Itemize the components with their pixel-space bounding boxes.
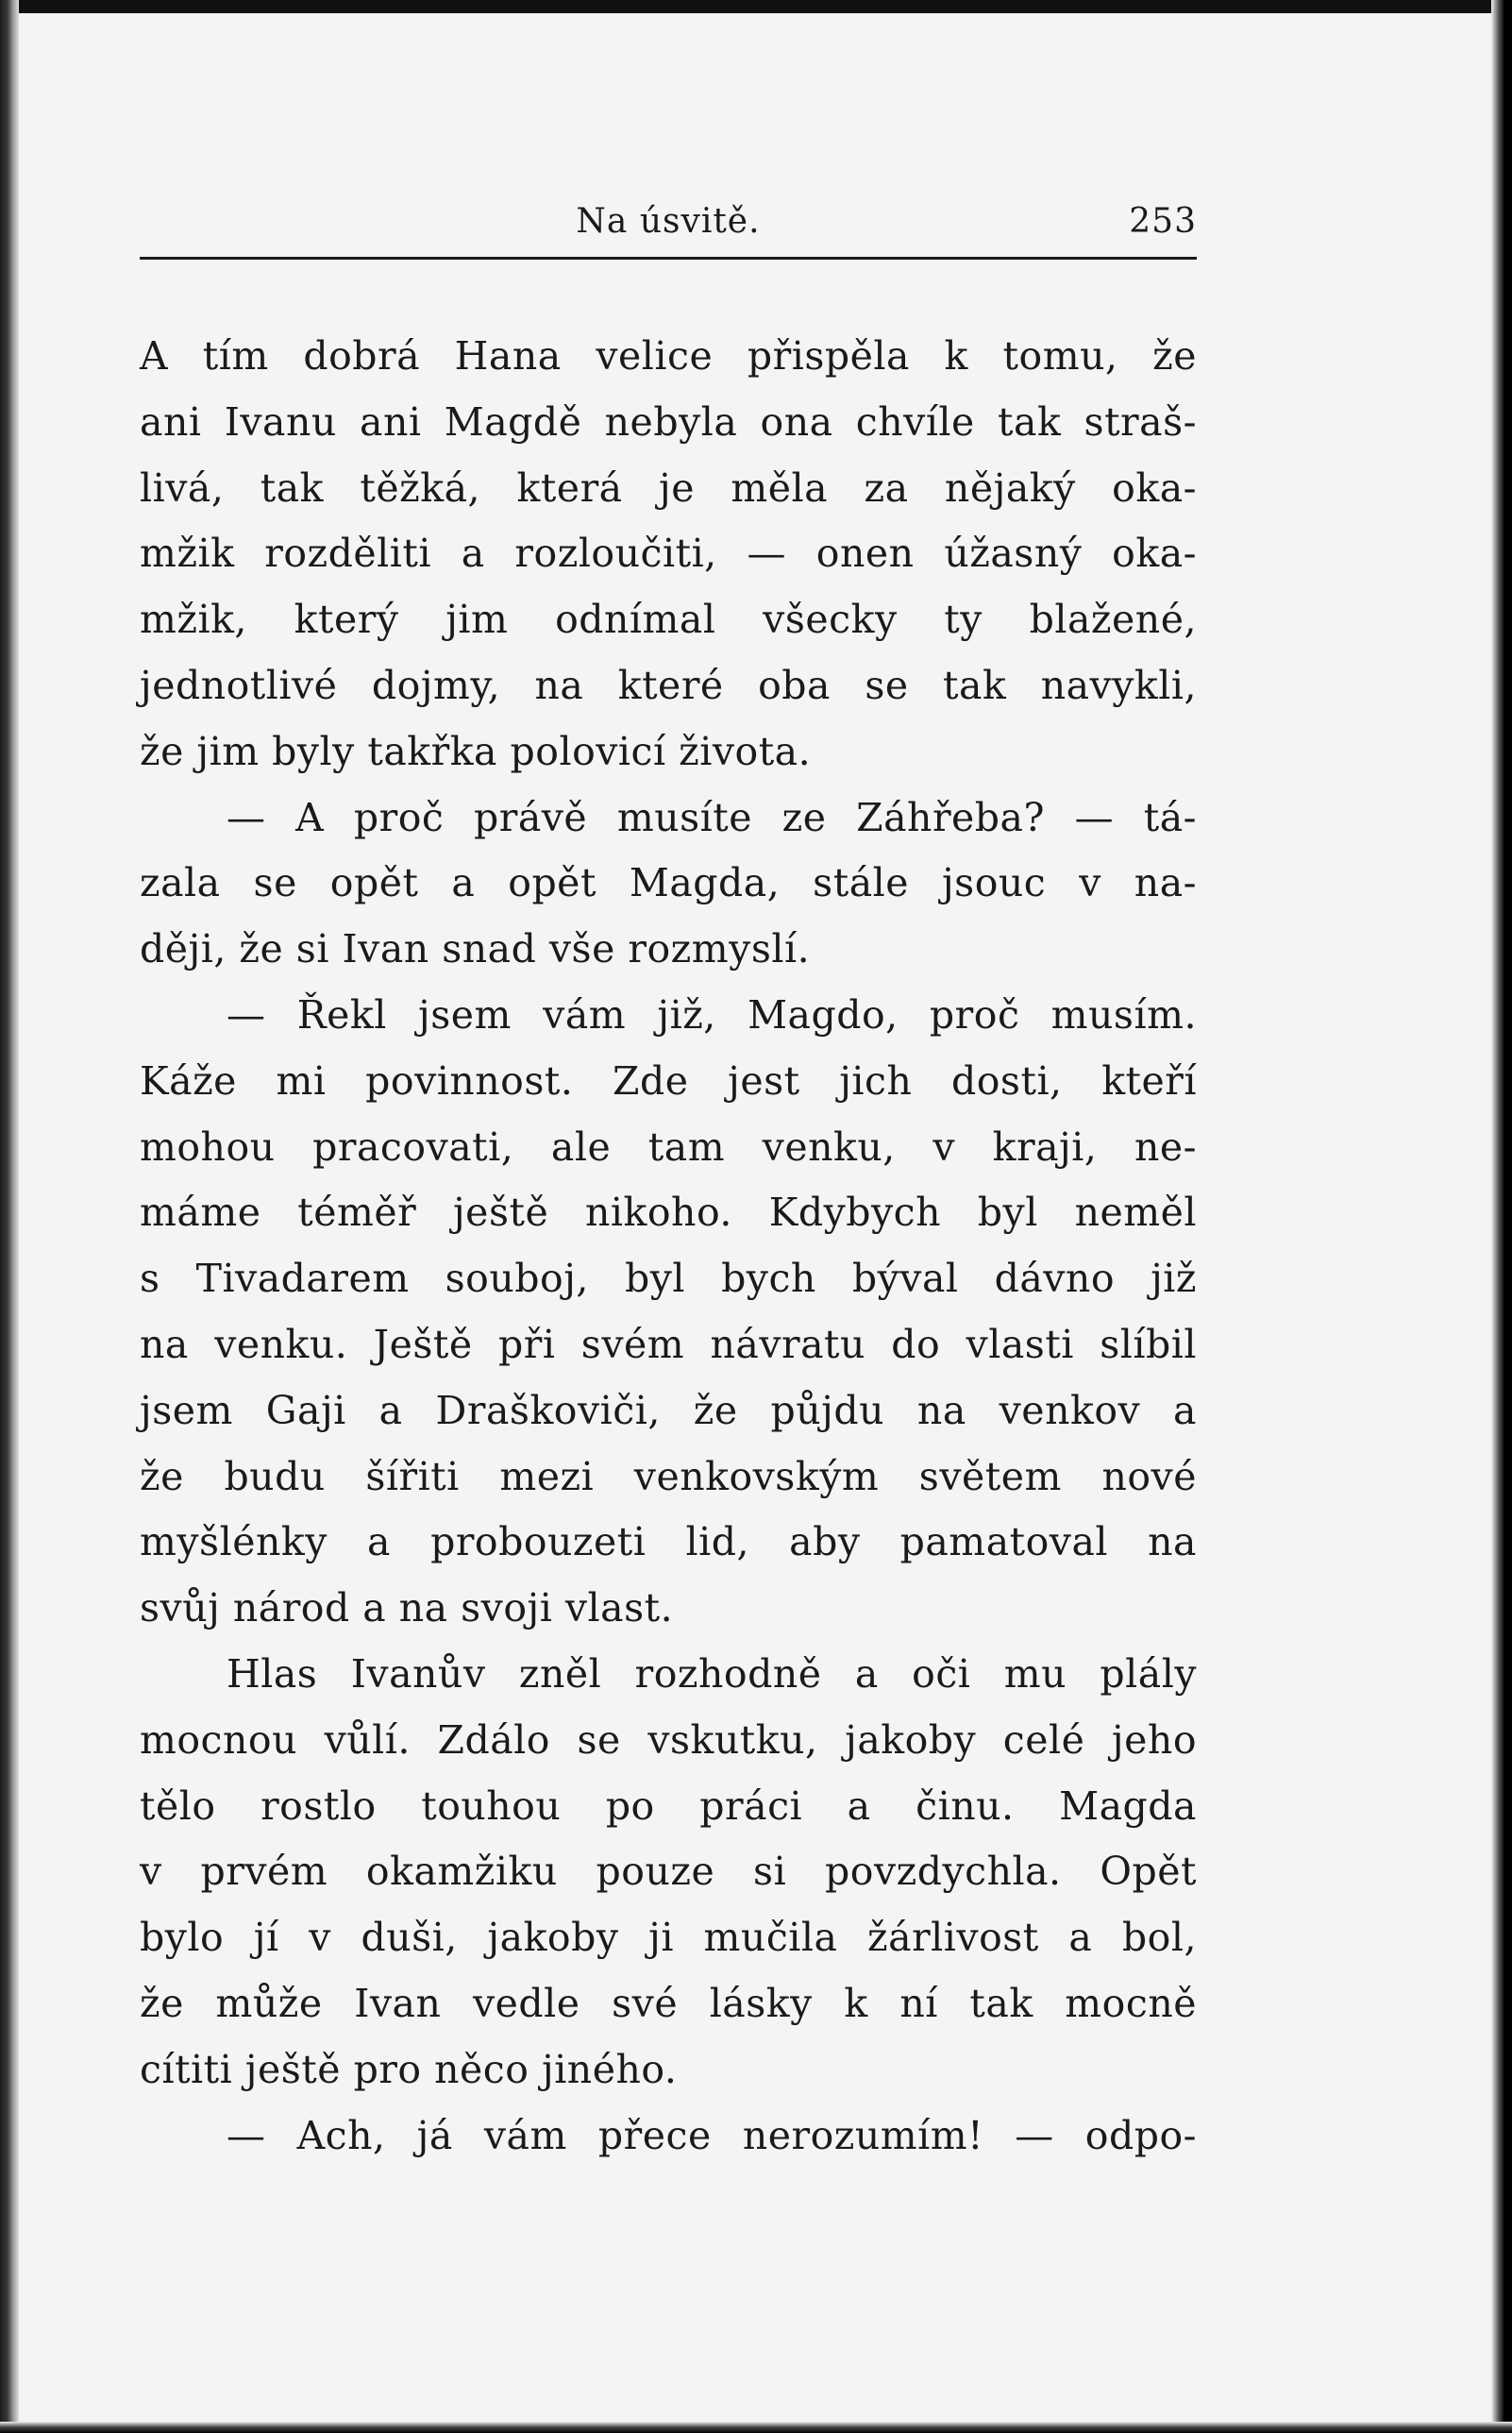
header-rule bbox=[140, 257, 1197, 260]
text-line: mžik rozděliti a rozloučiti, — onen úžasný oka- bbox=[140, 531, 1197, 577]
text-line: že může Ivan vedle své lásky k ní tak mocně bbox=[140, 1980, 1197, 2026]
scan-edge-right bbox=[1491, 0, 1512, 2433]
text-line: ději, že si Ivan snad vše rozmyslí. bbox=[140, 926, 811, 972]
text-line: mocnou vůlí. Zdálo se vskutku, jakoby celé jeho bbox=[140, 1716, 1197, 1763]
scan-edge-top bbox=[0, 0, 1512, 13]
text-line: A tím dobrá Hana velice přispěla k tomu, že bbox=[140, 333, 1197, 379]
text-line: — Ach, já vám přece nerozumím! — odpo- bbox=[227, 2112, 1197, 2158]
text-line: na venku. Ještě při svém návratu do vlasti slíbil bbox=[140, 1321, 1197, 1367]
text-line: ani Ivanu ani Magdě nebyla ona chvíle tak straš- bbox=[140, 398, 1197, 445]
body-text bbox=[140, 324, 1197, 2169]
text-line: Káže mi povinnost. Zde jest jich dosti, kteří bbox=[140, 1057, 1197, 1104]
text-line: mžik, který jim odnímal všecky ty blažené, bbox=[140, 597, 1197, 643]
page-number: 253 bbox=[1129, 202, 1197, 241]
scan-edge-left bbox=[0, 0, 19, 2433]
text-line: jsem Gaji a Draškoviči, že půjdu na venkov a bbox=[140, 1387, 1197, 1433]
running-head bbox=[140, 189, 1197, 257]
running-title: Na úsvitě. bbox=[576, 202, 761, 241]
text-line: tělo rostlo touhou po práci a činu. Magda bbox=[140, 1783, 1197, 1829]
text-line: myšlénky a probouzeti lid, aby pamatoval na bbox=[140, 1519, 1197, 1565]
text-line: s Tivadarem souboj, byl bych býval dávno již bbox=[140, 1256, 1197, 1302]
text-line: máme téměř ještě nikoho. Kdybych byl neměl bbox=[140, 1190, 1197, 1236]
text-line: jednotlivé dojmy, na které oba se tak navykli, bbox=[140, 662, 1197, 708]
text-line: mohou pracovati, ale tam venku, v kraji, ne- bbox=[140, 1124, 1197, 1170]
text-line: že jim byly takřka polovicí života. bbox=[140, 728, 812, 774]
text-line: v prvém okamžiku pouze si povzdychla. Opět bbox=[140, 1849, 1197, 1895]
text-line: bylo jí v duši, jakoby ji mučila žárlivost a bol, bbox=[140, 1915, 1197, 1961]
text-line: livá, tak těžká, která je měla za nějaký oka- bbox=[140, 465, 1197, 511]
book-page bbox=[140, 189, 1197, 2169]
text-line: svůj národ a na svoji vlast. bbox=[140, 1585, 674, 1631]
text-line: — Řekl jsem vám již, Magdo, proč musím. bbox=[227, 991, 1197, 1038]
text-line: — A proč právě musíte ze Záhřeba? — tá- bbox=[227, 794, 1197, 840]
text-line: cítiti ještě pro něco jiného. bbox=[140, 2046, 678, 2092]
text-line: zala se opět a opět Magda, stále jsouc v na- bbox=[140, 860, 1197, 906]
scan-edge-bottom bbox=[0, 2422, 1512, 2433]
text-line: že budu šířiti mezi venkovským světem nové bbox=[140, 1453, 1197, 1499]
text-line: Hlas Ivanův zněl rozhodně a oči mu plály bbox=[227, 1650, 1197, 1697]
